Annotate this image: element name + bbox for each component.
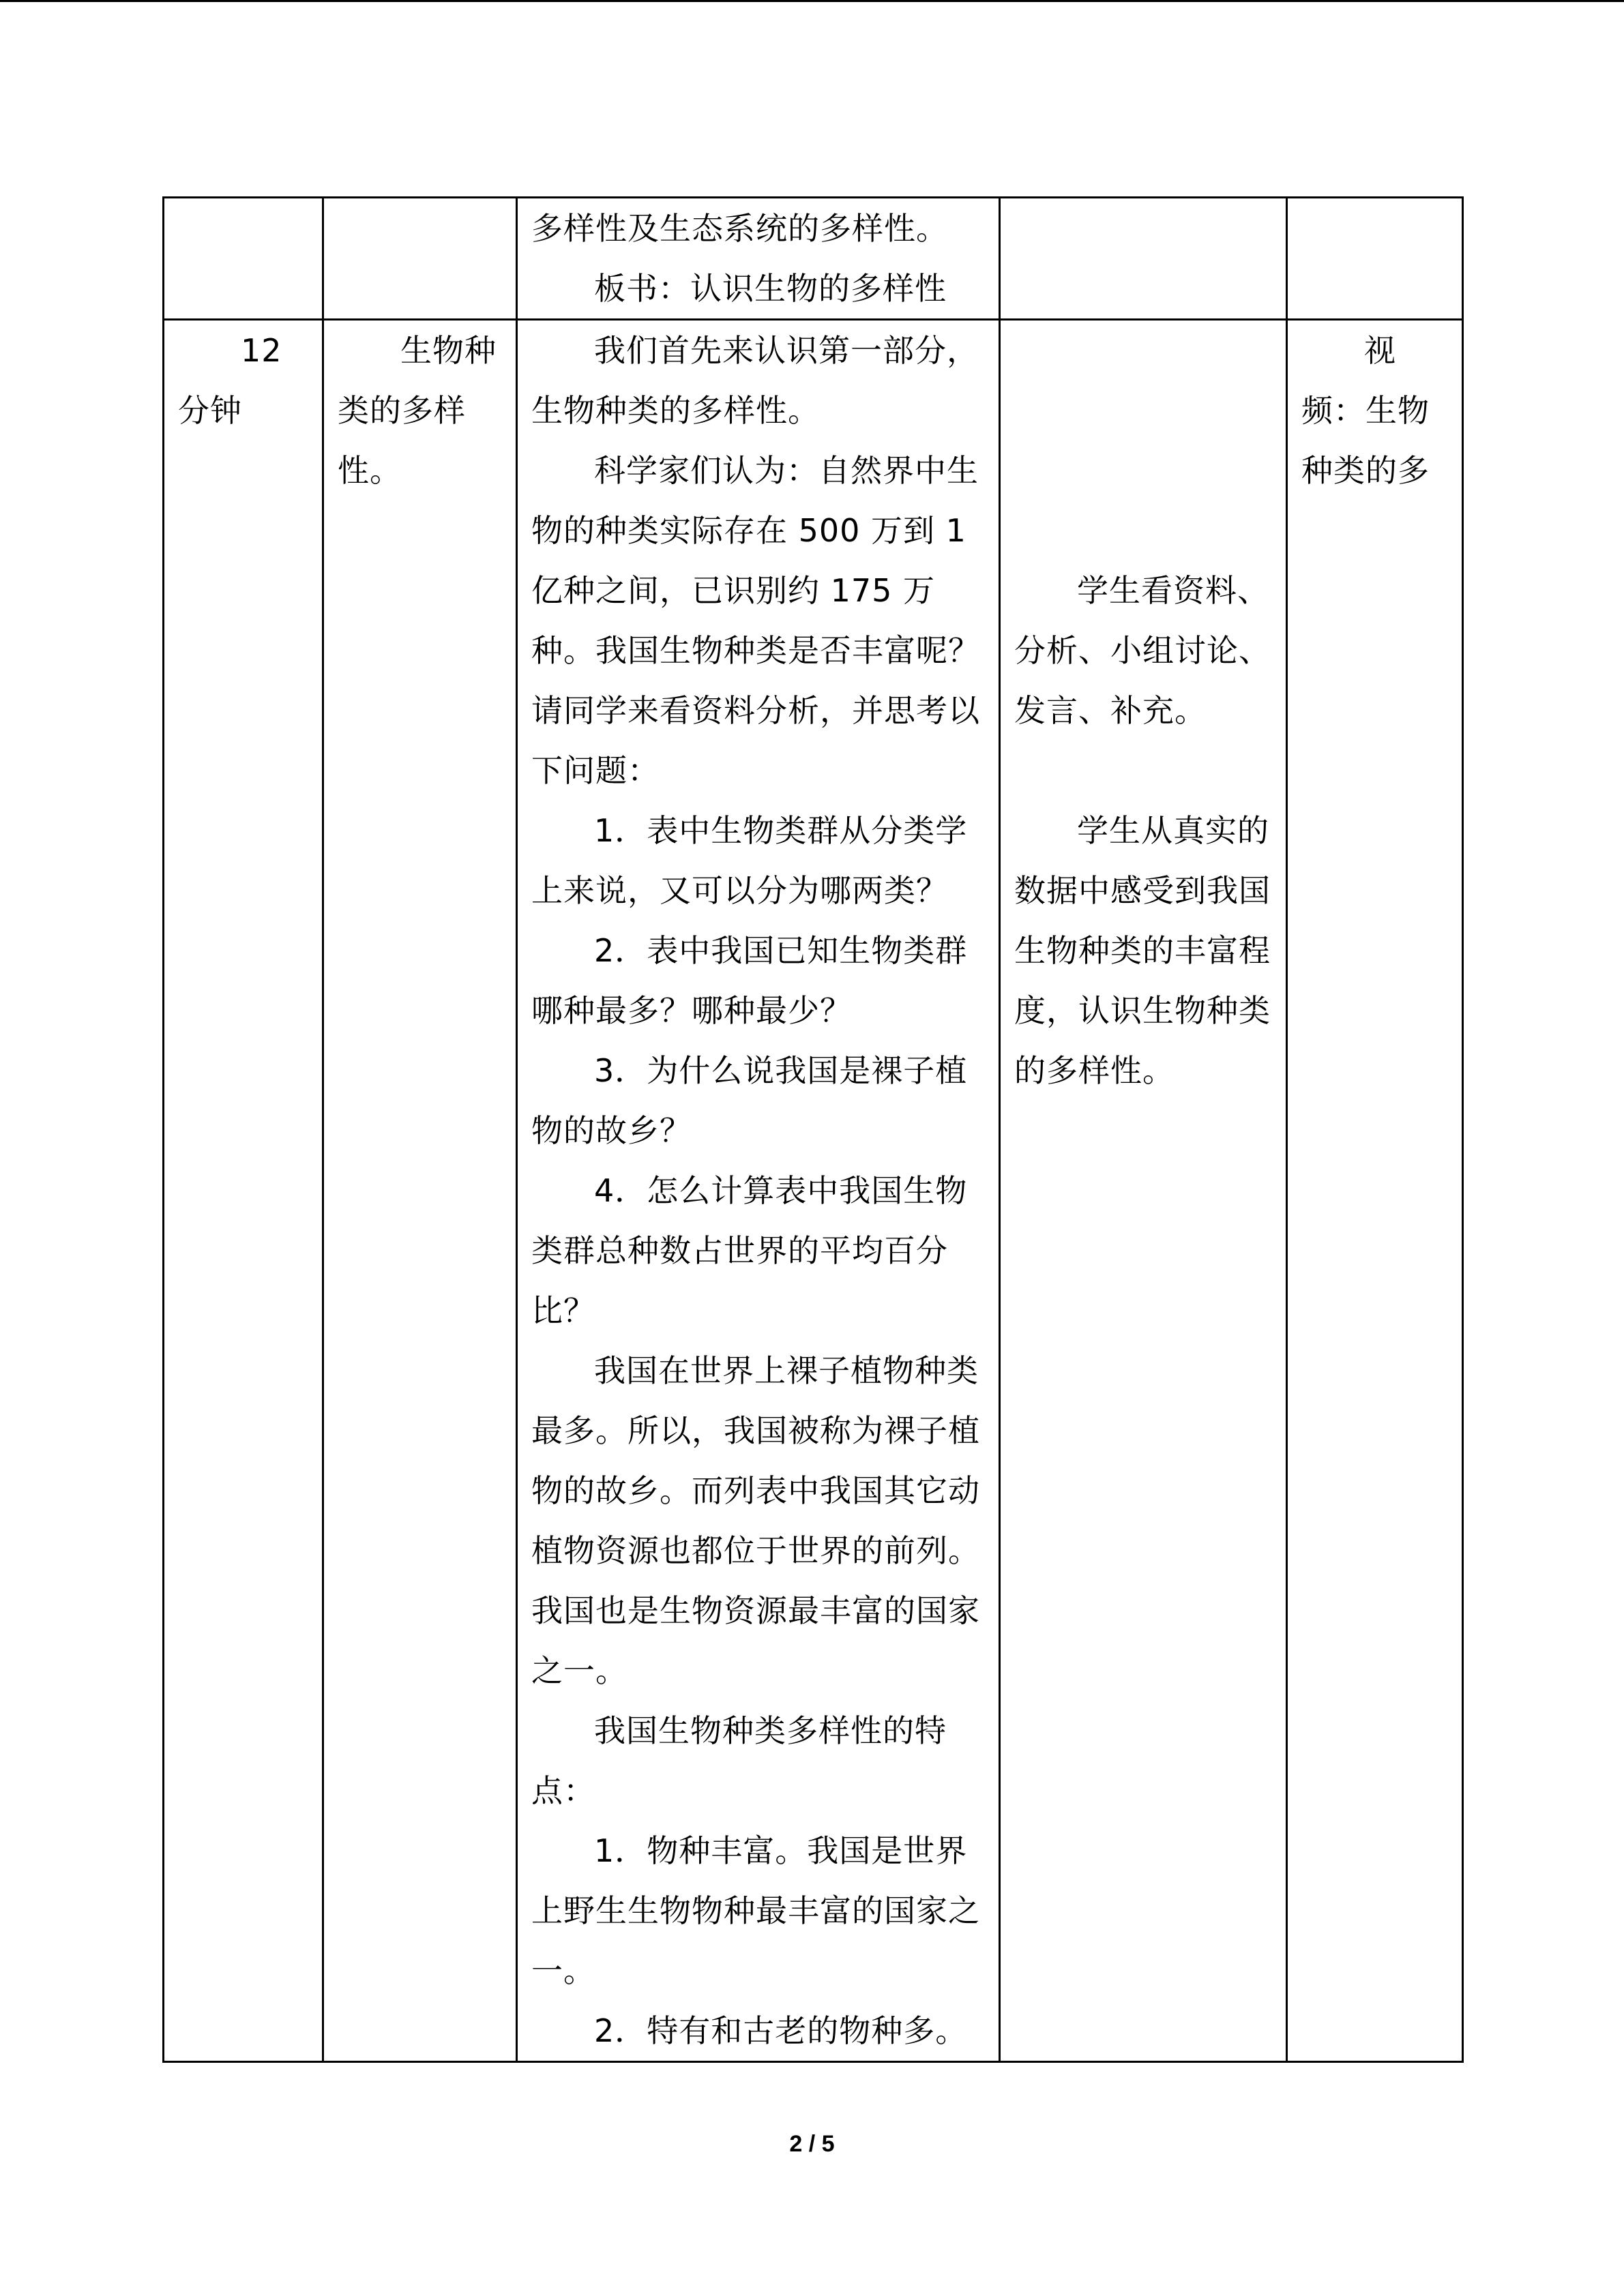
feature-1: 1．物种丰富。我国是世界上野生生物物种最丰富的国家之一。 [531,1832,980,1989]
topic-cell [323,320,517,2062]
time-cell [164,198,323,320]
table-row-continuation [164,198,1463,320]
topic-cell [323,198,517,320]
question-4: 4．怎么计算表中我国生物类群总种数占世界的平均百分比？ [531,1172,968,1329]
topic-text: 生物种类的多样性。 [338,332,497,489]
table-row-species-diversity [164,320,1463,2062]
content-paragraph: 科学家们认为：自然界中生物的种类实际存在 500 万到 1 亿种之间，已识别约 175 万种。我国生物种类是否丰富呢？请同学来看资料分析，并思考以下问题： [531,452,980,789]
student-activity-cell [1000,320,1287,2062]
content-paragraph: 我国生物种类多样性的特点： [531,1712,947,1809]
question-1: 1．表中生物类群从分类学上来说，又可以分为哪两类？ [531,812,968,909]
resource-cell [1287,320,1463,2062]
content-cell [517,198,1000,320]
feature-2: 2．特有和古老的物种多。 [594,2012,968,2049]
student-activity-1: 学生看资料、分析、小组讨论、发言、补充。 [1014,572,1271,729]
blackboard-note: 板书：认识生物的多样性 [594,270,947,307]
resource-text: 视频：生物种类的多 [1301,332,1430,489]
content-paragraph: 我国在世界上裸子植物种类最多。所以，我国被称为裸子植物的故乡。而列表中我国其它动植物资源也都位于世界的前列。我国也是生物资源最丰富的国家之一。 [531,1352,980,1689]
resource-cell [1287,198,1463,320]
time-number: 12 [241,332,282,369]
time-cell [164,320,323,2062]
question-3: 3．为什么说我国是裸子植物的故乡？ [531,1052,968,1149]
content-line: 多样性及生态系统的多样性。 [531,210,948,247]
student-activity-2: 学生从真实的数据中感受到我国生物种类的丰富程度，认识生物种类的多样性。 [1014,812,1271,1089]
time-unit: 分钟 [178,392,242,429]
lesson-plan-table [162,196,1464,2063]
top-border-line [0,0,1624,2]
question-2: 2．表中我国已知生物类群哪种最多？哪种最少？ [531,932,968,1029]
content-paragraph: 我们首先来认识第一部分，生物种类的多样性。 [531,332,979,429]
page-number: 2 / 5 [789,2131,835,2157]
student-activity-cell [1000,198,1287,320]
content-cell [517,320,1000,2062]
